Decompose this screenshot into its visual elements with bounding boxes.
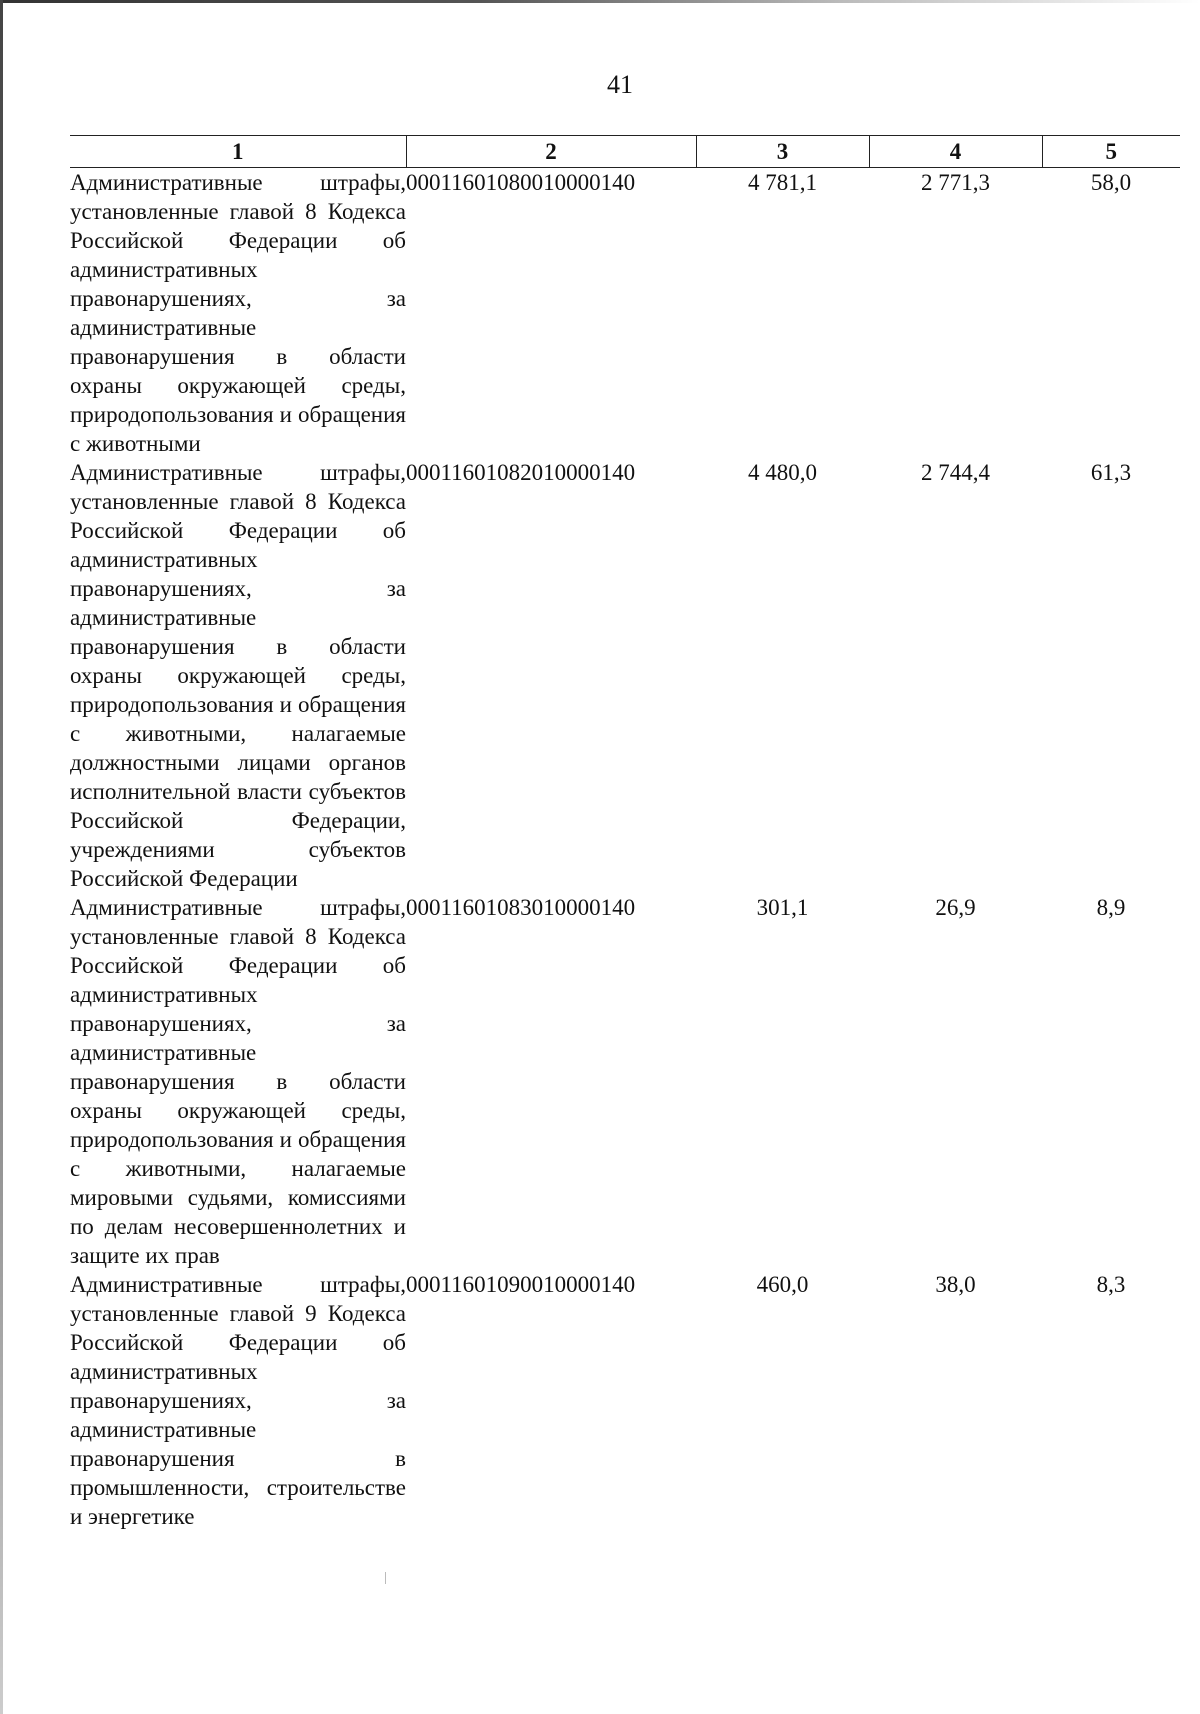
row-value-col3: 4 480,0 — [748, 460, 817, 485]
page-number: 41 — [607, 70, 633, 99]
row-value-col3: 4 781,1 — [748, 170, 817, 195]
row-description: Административные штрафы, установленные главой 8 Кодекса Российской Федерации об административных правонарушениях, за административные правонарушения в области охраны окружающей среды, природопользования и обращения с животными, налагаемые мировыми судьями, комиссиями по делам несовершеннолетних и защите их прав — [70, 895, 406, 1268]
row-value-col3: 460,0 — [756, 1272, 809, 1297]
table-row — [70, 893, 1180, 1270]
scan-edge-left — [0, 0, 3, 1714]
row-value-col4: 38,0 — [935, 1272, 976, 1297]
row-code: 00011601090010000140 — [406, 1272, 636, 1297]
row-description: Административные штрафы, установленные главой 9 Кодекса Российской Федерации об административных правонарушениях, за административные правонарушения в промышленности, строительстве и энергетике — [70, 1272, 406, 1529]
header-col-2: 2 — [406, 136, 696, 168]
header-col-4: 4 — [869, 136, 1042, 168]
header-col-1: 1 — [70, 136, 406, 168]
table-row — [70, 168, 1180, 459]
row-description: Административные штрафы, установленные главой 8 Кодекса Российской Федерации об административных правонарушениях, за административные правонарушения в области охраны окружающей среды, природопользования и обращения с животными, налагаемые должностными лицами органов исполнительной власти субъектов Российской Федерации, учреждениями субъектов Российской Федерации — [70, 460, 406, 891]
table-row — [70, 458, 1180, 893]
data-table — [70, 135, 1180, 1531]
row-value-col5: 61,3 — [1090, 460, 1132, 485]
header-col-3: 3 — [696, 136, 869, 168]
scan-edge-top — [0, 0, 1200, 3]
header-col-5: 5 — [1042, 136, 1180, 168]
row-value-col5: 8,9 — [1096, 895, 1126, 920]
row-value-col4: 2 771,3 — [921, 170, 990, 195]
row-value-col4: 2 744,4 — [921, 460, 990, 485]
table-row — [70, 1270, 1180, 1531]
row-value-col5: 8,3 — [1096, 1272, 1126, 1297]
row-value-col3: 301,1 — [756, 895, 809, 920]
row-code: 00011601082010000140 — [406, 460, 636, 485]
row-code: 00011601080010000140 — [406, 170, 636, 195]
header-row — [70, 136, 1180, 168]
row-value-col5: 58,0 — [1090, 170, 1132, 195]
row-value-col4: 26,9 — [935, 895, 976, 920]
scan-mark — [385, 1572, 386, 1584]
row-description: Административные штрафы, установленные главой 8 Кодекса Российской Федерации об административных правонарушениях, за административные правонарушения в области охраны окружающей среды, природопользования и обращения с животными — [70, 170, 406, 456]
row-code: 00011601083010000140 — [406, 895, 636, 920]
